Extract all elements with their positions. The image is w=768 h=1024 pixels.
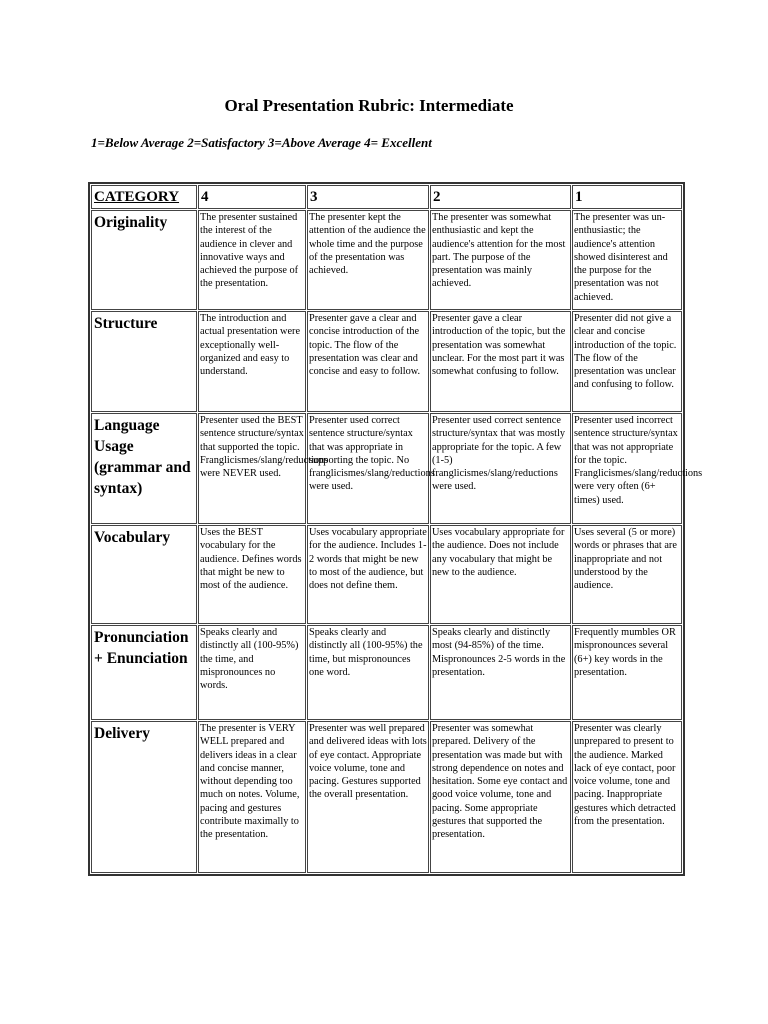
header-score-2: 2 xyxy=(430,185,571,209)
cell-score-4: Speaks clearly and distinctly all (100-95%) the time, and mispronounces no words. xyxy=(198,625,306,720)
cell-score-2: Uses vocabulary appropriate for the audience. Does not include any vocabulary that might be new to the audience. xyxy=(430,525,571,624)
rating-scale-legend: 1=Below Average 2=Satisfactory 3=Above Average 4= Excellent xyxy=(91,135,432,150)
row-category-label: Delivery xyxy=(91,721,197,873)
rubric-table xyxy=(88,182,703,876)
cell-score-1: Presenter did not give a clear and concise introduction of the topic. The flow of the presentation was unclear and confusing to follow. xyxy=(572,311,682,412)
row-pronunciation xyxy=(91,625,682,720)
row-vocabulary xyxy=(91,525,682,624)
row-originality xyxy=(91,210,682,310)
header-score-4: 4 xyxy=(198,185,306,209)
row-language-usage xyxy=(91,413,682,524)
row-category-label: Language Usage (grammar and syntax) xyxy=(91,413,197,524)
row-structure xyxy=(91,311,682,412)
document-title: Oral Presentation Rubric: Intermediate xyxy=(224,96,514,115)
cell-score-1: Presenter used incorrect sentence structure/syntax that was not appropriate for the topic. Franglicismes/slang/reductions were very often (6+ times) used. xyxy=(572,413,682,524)
cell-score-3: Uses vocabulary appropriate for the audience. Includes 1-2 words that might be new to most of the audience, but does not define them. xyxy=(307,525,429,624)
row-delivery xyxy=(91,721,682,873)
cell-score-1: The presenter was un-enthusiastic; the audience's attention showed disinterest and the purpose for the presentation was not achieved. xyxy=(572,210,682,310)
cell-score-2: Presenter used correct sentence structure/syntax that was mostly appropriate for the topic. A few (1-5) franglicismes/slang/reductions were used. xyxy=(430,413,571,524)
row-category-label: Originality xyxy=(91,210,197,310)
cell-score-4: The introduction and actual presentation were exceptionally well- organized and easy to understand. xyxy=(198,311,306,412)
cell-score-3: Speaks clearly and distinctly all (100-95%) the time, but mispronounces one word. xyxy=(307,625,429,720)
cell-score-4: The presenter is VERY WELL prepared and delivers ideas in a clear and concise manner, without depending too much on notes. Volume, pacing and gestures contribute maximally to the presentation. xyxy=(198,721,306,873)
cell-score-4: Uses the BEST vocabulary for the audience. Defines words that might be new to most of the audience. xyxy=(198,525,306,624)
cell-score-2: Presenter was somewhat prepared. Delivery of the presentation was made but with strong dependence on notes and hesitation. Some eye contact and good voice volume, tone and pacing. Some appropriate gestures that supported the presentation. xyxy=(430,721,571,873)
row-category-label: Structure xyxy=(91,311,197,412)
row-category-label: Pronunciation + Enunciation xyxy=(91,625,197,720)
cell-score-3: The presenter kept the attention of the audience the whole time and the purpose of the presentation was achieved. xyxy=(307,210,429,310)
cell-score-4: Presenter used the BEST sentence structure/syntax that supported the topic. Franglicismes/slang/reductions were NEVER used. xyxy=(198,413,306,524)
cell-score-1: Presenter was clearly unprepared to present to the audience. Marked lack of eye contact, poor voice volume, tone and pacing. Inappropriate gestures which detracted from the presentation. xyxy=(572,721,682,873)
cell-score-2: Speaks clearly and distinctly most (94-85%) of the time. Mispronounces 2-5 words in the presentation. xyxy=(430,625,571,720)
cell-score-2: The presenter was somewhat enthusiastic and kept the audience's attention for the most part. The purpose of the presentation was mainly achieved. xyxy=(430,210,571,310)
cell-score-3: Presenter gave a clear and concise introduction of the topic. The flow of the presentation was clear and concise and easy to follow. xyxy=(307,311,429,412)
header-score-3: 3 xyxy=(307,185,429,209)
header-category: CATEGORY xyxy=(91,185,197,209)
cell-score-3: Presenter used correct sentence structure/syntax that was appropriate in supporting the topic. No franglicismes/slang/reductions were used. xyxy=(307,413,429,524)
cell-score-4: The presenter sustained the interest of the audience in clever and innovative ways and achieved the purpose of the presentation. xyxy=(198,210,306,310)
cell-score-3: Presenter was well prepared and delivered ideas with lots of eye contact. Appropriate voice volume, tone and pacing. Gestures supported the overall presentation. xyxy=(307,721,429,873)
cell-score-1: Uses several (5 or more) words or phrases that are inappropriate and not understood by the audience. xyxy=(572,525,682,624)
cell-score-2: Presenter gave a clear introduction of the topic, but the presentation was somewhat unclear. For the most part it was somewhat confusing to follow. xyxy=(430,311,571,412)
header-score-1: 1 xyxy=(572,185,682,209)
cell-score-1: Frequently mumbles OR mispronounces several (6+) key words in the presentation. xyxy=(572,625,682,720)
row-category-label: Vocabulary xyxy=(91,525,197,624)
header-row xyxy=(91,185,682,209)
